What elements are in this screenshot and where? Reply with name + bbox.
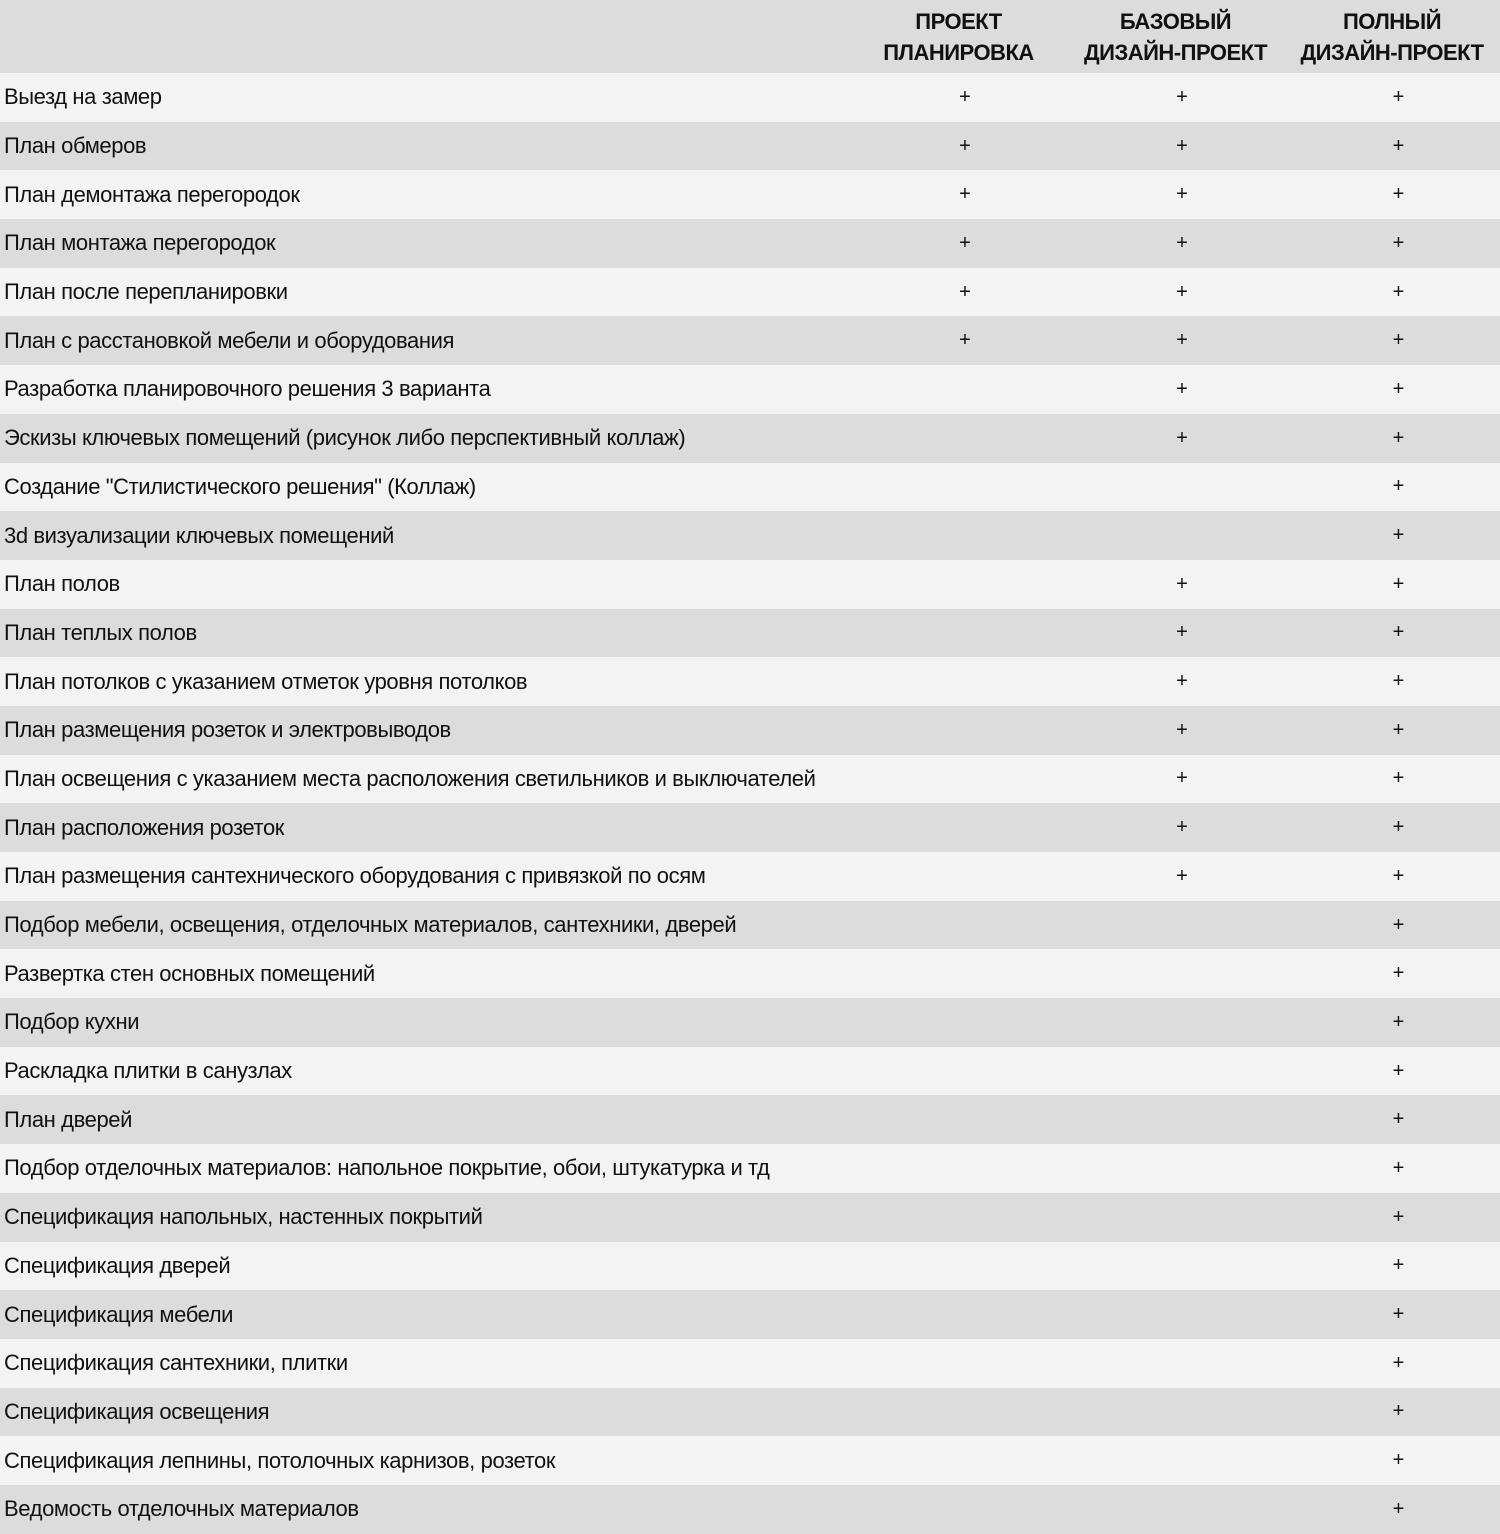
plus-mark: +	[1392, 1449, 1405, 1472]
plus-mark: +	[959, 329, 971, 352]
plus-mark: +	[959, 134, 971, 157]
table-row	[0, 1388, 1500, 1437]
table-row	[0, 609, 1500, 658]
row-label: Эскизы ключевых помещений (рисунок либо перспективный коллаж)	[4, 425, 686, 451]
row-label: Спецификация освещения	[4, 1398, 270, 1424]
row-label: План размещения сантехнического оборудования с привязкой по осям	[4, 863, 706, 889]
plus-mark: +	[1176, 377, 1188, 400]
plus-mark: +	[1176, 280, 1188, 303]
plus-mark: +	[959, 280, 971, 303]
row-label: План теплых полов	[4, 619, 197, 645]
plus-mark: +	[1392, 524, 1405, 547]
plus-mark: +	[1392, 231, 1405, 254]
row-label: Подбор отделочных материалов: напольное покрытие, обои, штукатурка и тд	[4, 1155, 770, 1181]
plus-mark: +	[1392, 572, 1405, 595]
plus-mark: +	[959, 85, 971, 108]
plus-mark: +	[1392, 475, 1405, 498]
plus-mark: +	[1176, 767, 1188, 790]
row-label: Спецификация дверей	[4, 1252, 231, 1278]
table-row	[0, 1095, 1500, 1144]
plus-mark: +	[959, 183, 971, 206]
plus-mark: +	[1392, 134, 1405, 157]
header-line: ДИЗАЙН-ПРОЕКТ	[1083, 39, 1268, 65]
row-label: Подбор мебели, освещения, отделочных материалов, сантехники, дверей	[4, 912, 737, 938]
row-label: План монтажа перегородок	[4, 230, 276, 256]
table-row	[0, 706, 1500, 755]
plus-mark: +	[1392, 864, 1405, 887]
header-line: ПРОЕКТ	[915, 8, 1002, 34]
table-row	[0, 170, 1500, 219]
plus-mark: +	[959, 231, 971, 254]
plus-mark: +	[1392, 1108, 1405, 1131]
row-label: Раскладка плитки в санузлах	[4, 1058, 292, 1084]
table-row	[0, 1436, 1500, 1485]
row-label: План полов	[4, 571, 120, 597]
row-label: Развертка стен основных помещений	[4, 960, 375, 986]
plus-mark: +	[1392, 85, 1405, 108]
table-header	[0, 0, 1500, 73]
plus-mark: +	[1392, 1400, 1405, 1423]
row-label: Создание "Стилистического решения" (Коллаж)	[4, 473, 476, 499]
plus-mark: +	[1176, 864, 1188, 887]
plus-mark: +	[1176, 426, 1188, 449]
plus-mark: +	[1176, 621, 1188, 644]
table-row	[0, 803, 1500, 852]
plus-mark: +	[1176, 718, 1188, 741]
plus-mark: +	[1176, 183, 1188, 206]
plus-mark: +	[1392, 183, 1405, 206]
table-row	[0, 1047, 1500, 1096]
row-label: Подбор кухни	[4, 1009, 140, 1035]
table-body	[0, 73, 1500, 1534]
row-label: Ведомость отделочных материалов	[4, 1496, 359, 1522]
row-label: План потолков с указанием отметок уровня потолков	[4, 668, 528, 694]
plus-mark: +	[1176, 572, 1188, 595]
plus-mark: +	[1392, 1303, 1405, 1326]
row-label: План размещения розеток и электровыводов	[4, 717, 451, 743]
plus-mark: +	[1176, 670, 1188, 693]
header-full-design	[1284, 0, 1500, 73]
plus-mark: +	[1176, 231, 1188, 254]
table-row	[0, 998, 1500, 1047]
row-label: План с расстановкой мебели и оборудования	[4, 327, 455, 353]
table-row	[0, 414, 1500, 463]
table-row	[0, 901, 1500, 950]
row-label: Спецификация лепнины, потолочных карнизов, розеток	[4, 1447, 556, 1473]
table-row	[0, 1242, 1500, 1291]
row-label: Разработка планировочного решения 3 варианта	[4, 376, 491, 402]
row-label: Выезд на замер	[4, 84, 162, 110]
row-label: 3d визуализации ключевых помещений	[4, 522, 394, 548]
table-row	[0, 122, 1500, 171]
table-row	[0, 1144, 1500, 1193]
row-label: План после перепланировки	[4, 279, 288, 305]
table-row	[0, 73, 1500, 122]
table-row	[0, 560, 1500, 609]
plus-mark: +	[1176, 816, 1188, 839]
plus-mark: +	[1392, 1156, 1405, 1179]
row-label: План расположения розеток	[4, 814, 285, 840]
header-line: БАЗОВЫЙ	[1119, 8, 1232, 34]
table-row	[0, 463, 1500, 512]
plus-mark: +	[1392, 1351, 1405, 1374]
row-label: План демонтажа перегородок	[4, 181, 300, 207]
plus-mark: +	[1392, 718, 1405, 741]
row-label: План освещения с указанием места расположения светильников и выключателей	[4, 765, 816, 791]
plus-mark: +	[1176, 134, 1188, 157]
plus-mark: +	[1392, 962, 1405, 985]
table-row	[0, 1339, 1500, 1388]
plus-mark: +	[1392, 377, 1405, 400]
plus-mark: +	[1392, 280, 1405, 303]
plus-mark: +	[1392, 767, 1405, 790]
table-row	[0, 219, 1500, 268]
plus-mark: +	[1392, 1205, 1405, 1228]
table-row	[0, 316, 1500, 365]
row-label: Спецификация сантехники, плитки	[4, 1350, 348, 1376]
plus-mark: +	[1392, 1254, 1405, 1277]
table-row	[0, 1290, 1500, 1339]
plus-mark: +	[1392, 621, 1405, 644]
table-row	[0, 1193, 1500, 1242]
plus-mark: +	[1392, 329, 1405, 352]
header-line: ПЛАНИРОВКА	[883, 39, 1034, 65]
row-label: Спецификация мебели	[4, 1301, 234, 1327]
row-label: Спецификация напольных, настенных покрытий	[4, 1204, 483, 1230]
header-basic-design	[1067, 0, 1284, 73]
plus-mark: +	[1392, 816, 1405, 839]
header-line: ДИЗАЙН-ПРОЕКТ	[1300, 39, 1484, 65]
table-row	[0, 511, 1500, 560]
table-row	[0, 1485, 1500, 1534]
plus-mark: +	[1392, 426, 1405, 449]
plus-mark: +	[1176, 85, 1188, 108]
table-row	[0, 852, 1500, 901]
plus-mark: +	[1392, 1059, 1405, 1082]
row-label: План дверей	[4, 1106, 133, 1132]
table-row	[0, 949, 1500, 998]
table-row	[0, 755, 1500, 804]
plus-mark: +	[1392, 670, 1405, 693]
row-label: План обмеров	[4, 133, 147, 159]
plus-mark: +	[1392, 1497, 1405, 1520]
table-row	[0, 657, 1500, 706]
header-project-planning	[850, 0, 1067, 73]
plus-mark: +	[1392, 913, 1405, 936]
plus-mark: +	[1176, 329, 1188, 352]
header-empty-cell	[0, 0, 850, 73]
header-line: ПОЛНЫЙ	[1342, 8, 1442, 34]
table-row	[0, 268, 1500, 317]
table-row	[0, 365, 1500, 414]
plus-mark: +	[1392, 1010, 1405, 1033]
